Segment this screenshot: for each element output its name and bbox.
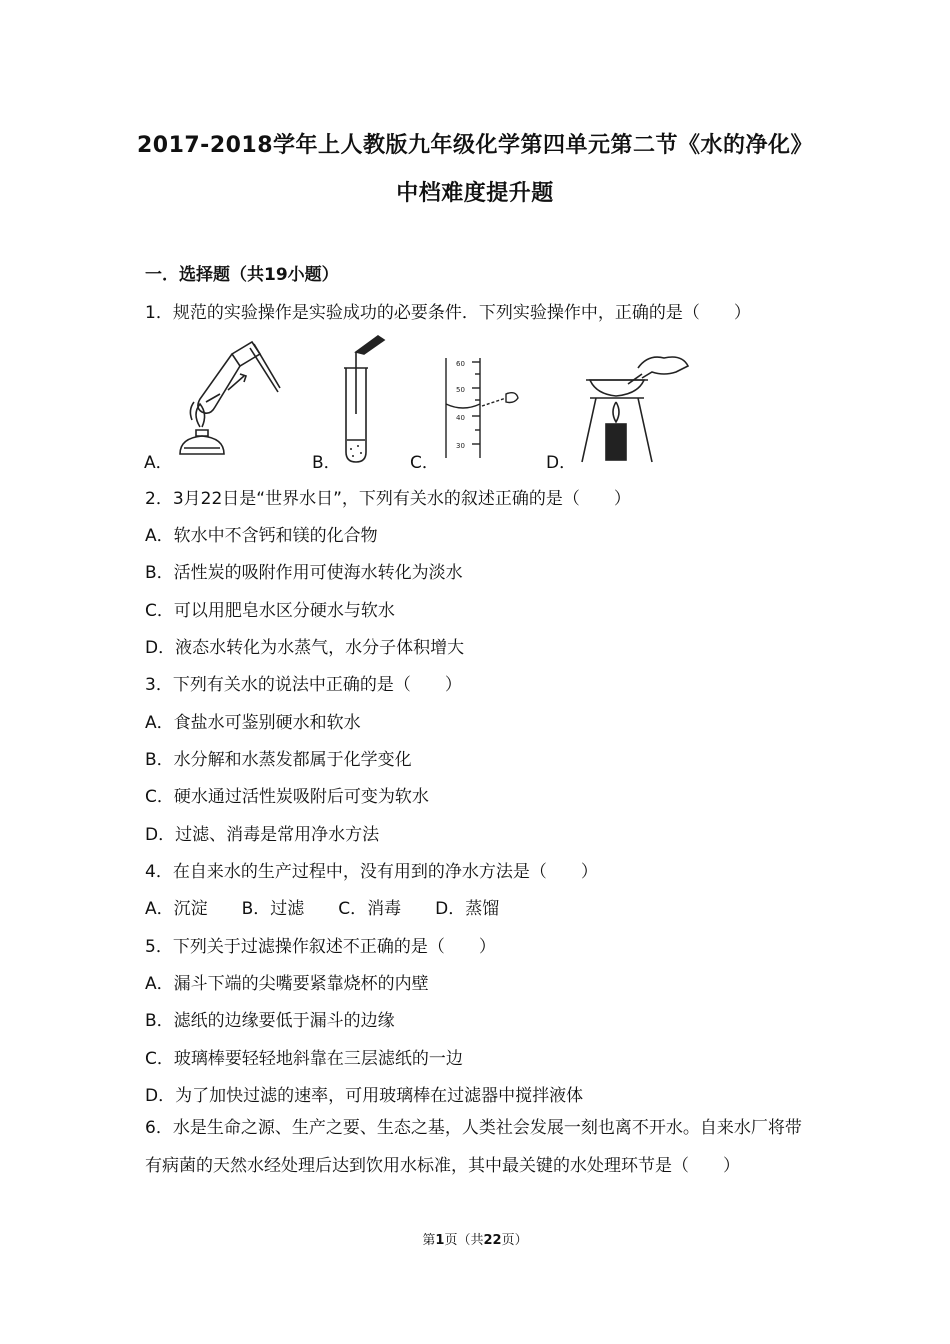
q5-option-c: C．玻璃棒要轻轻地斜靠在三层滤纸的一边 (145, 1049, 463, 1069)
q3-option-a: A．食盐水可鉴别硬水和软水 (145, 713, 361, 733)
page-title-line2: 中档难度提升题 (396, 181, 554, 206)
q2-option-c: C．可以用肥皂水区分硬水与软水 (145, 601, 395, 621)
q2-stem: 2．3月22日是“世界水日”，下列有关水的叙述正确的是（ ） (145, 489, 631, 509)
section-heading: 一．选择题（共19小题） (145, 265, 339, 285)
q5-option-d: D．为了加快过滤的速率，可用玻璃棒在过滤器中搅拌液体 (145, 1086, 584, 1106)
footer-middle: 页（共 (444, 1233, 484, 1248)
q1-option-c-label: C． (410, 453, 439, 473)
footer-page-number: 1 (435, 1233, 445, 1248)
q3-option-c: C．硬水通过活性炭吸附后可变为软水 (145, 787, 429, 807)
q4-options: A．沉淀 B．过滤 C．消毒 D．蒸馏 (145, 899, 500, 919)
footer-prefix: 第 (422, 1233, 436, 1248)
page-title-line1: 2017-2018学年上人教版九年级化学第四单元第二节《水的净化》 (136, 133, 814, 158)
cylinder-tick-40: 40 (456, 414, 465, 422)
q6-stem: 6．水是生命之源、生产之要、生态之基，人类社会发展一刻也离不开水。自来水厂将带有病菌的天然水经处理后达到饮用水标准，其中最关键的水处理环节是（ ） (145, 1118, 802, 1176)
q4-stem: 4．在自来水的生产过程中，没有用到的净水方法是（ ） (145, 862, 598, 882)
cylinder-tick-60: 60 (456, 360, 465, 368)
q1-stem: 1．规范的实验操作是实验成功的必要条件．下列实验操作中，正确的是（ ） (145, 303, 751, 323)
q5-option-a: A．漏斗下端的尖嘴要紧靠烧杯的内壁 (145, 974, 429, 994)
page-footer (0, 1229, 950, 1248)
footer-suffix: 页） (501, 1233, 528, 1248)
q2-option-d: D．液态水转化为水蒸气，水分子体积增大 (145, 638, 465, 658)
dropper-in-test-tube-icon (338, 334, 393, 464)
q5-option-b: B．滤纸的边缘要低于漏斗的边缘 (145, 1011, 395, 1031)
q3-option-b: B．水分解和水蒸发都属于化学变化 (145, 750, 412, 770)
evaporating-dish-on-tripod-icon (576, 350, 691, 465)
q3-option-d: D．过滤、消毒是常用净水方法 (145, 825, 380, 845)
graduated-cylinder-reading-icon (440, 358, 525, 458)
q1-figures (140, 332, 700, 472)
heating-test-tube-icon (170, 332, 285, 462)
q1-option-d-label: D． (546, 453, 577, 473)
q5-stem: 5．下列关于过滤操作叙述不正确的是（ ） (145, 937, 496, 957)
footer-total-pages: 22 (483, 1233, 502, 1248)
q3-stem: 3．下列有关水的说法中正确的是（ ） (145, 675, 462, 695)
q1-option-a-label: A． (144, 453, 173, 473)
q2-option-a: A．软水中不含钙和镁的化合物 (145, 526, 378, 546)
q1-option-b-label: B． (312, 453, 341, 473)
cylinder-tick-50: 50 (456, 386, 465, 394)
cylinder-tick-30: 30 (456, 442, 465, 450)
q2-option-b: B．活性炭的吸附作用可使海水转化为淡水 (145, 563, 463, 583)
